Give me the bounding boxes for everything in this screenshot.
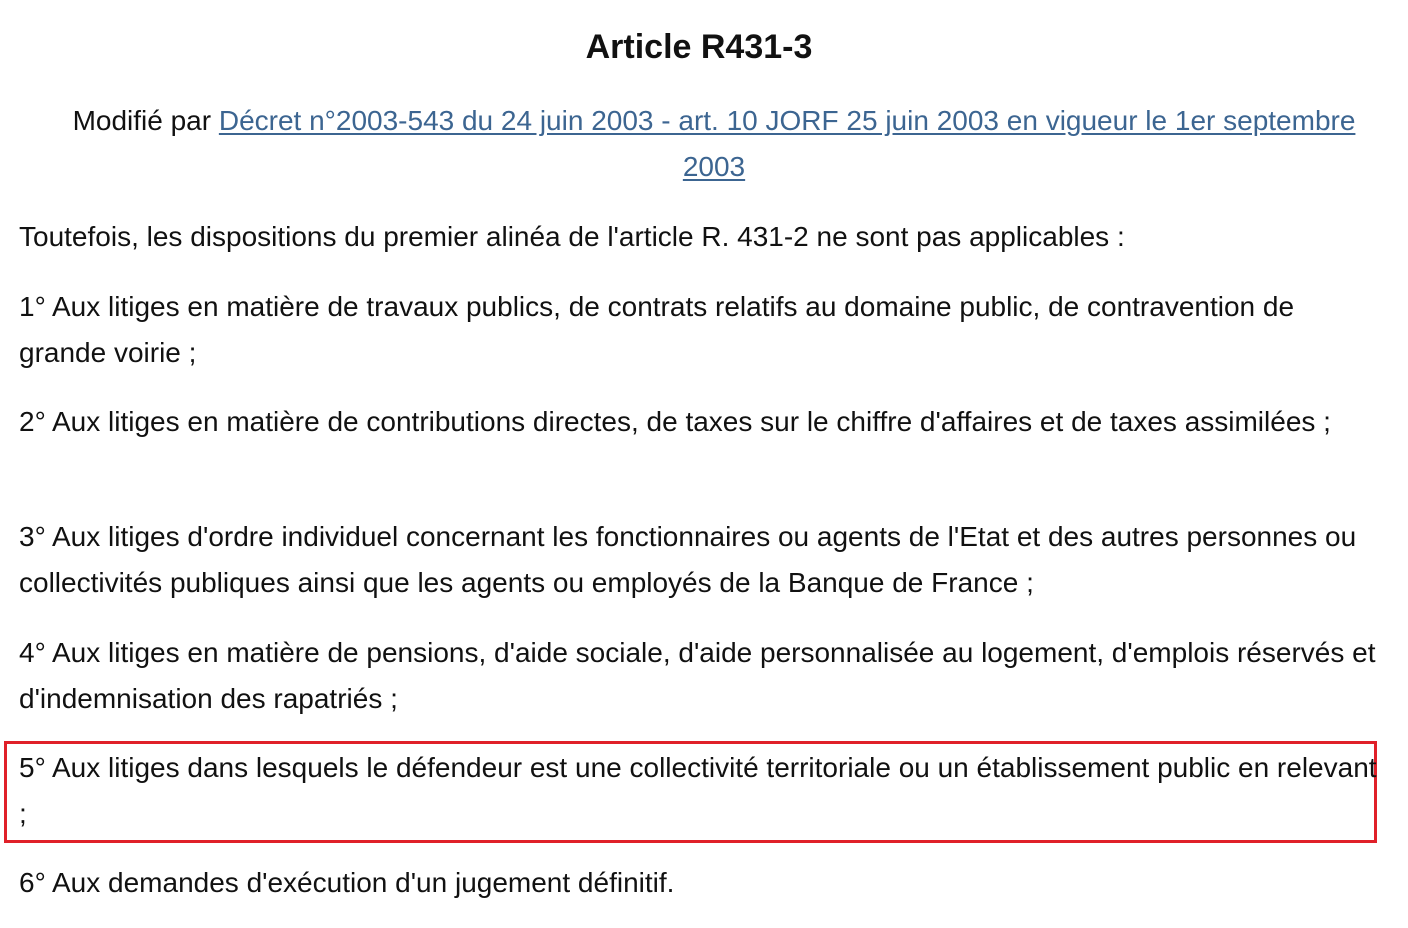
modification-note — [70, 98, 1358, 190]
modification-prefix: Modifié par — [72, 105, 212, 136]
list-item-2: 2° Aux litiges en matière de contributions directes, de taxes sur le chiffre d'affaires et de taxes assimilées ; — [19, 406, 1331, 437]
intro-paragraph: Toutefois, les dispositions du premier alinéa de l'article R. 431-2 ne sont pas applicables : — [19, 221, 1125, 252]
list-item-1: 1° Aux litiges en matière de travaux publics, de contrats relatifs au domaine public, de contravention de grande voirie ; — [19, 291, 1295, 368]
list-item-3: 3° Aux litiges d'ordre individuel concernant les fonctionnaires ou agents de l'Etat et des autres personnes ou collectivités publiques ainsi que les agents ou employés de la Banque de France ; — [19, 521, 1357, 598]
decree-link[interactable]: Décret n°2003-543 du 24 juin 2003 - art. 10 JORF 25 juin 2003 en vigueur le 1er septembre 2003 — [218, 105, 1356, 182]
list-item-4: 4° Aux litiges en matière de pensions, d'aide sociale, d'aide personnalisée au logement, d'emplois réservés et d'indemnisation des rapatriés ; — [19, 637, 1376, 714]
list-item-6: 6° Aux demandes d'exécution d'un jugement définitif. — [19, 867, 675, 898]
article-title: Article R431-3 — [585, 28, 813, 66]
list-item-5-highlighted: 5° Aux litiges dans lesquels le défendeur est une collectivité territoriale ou un établissement public en relevant ; — [19, 752, 1377, 829]
